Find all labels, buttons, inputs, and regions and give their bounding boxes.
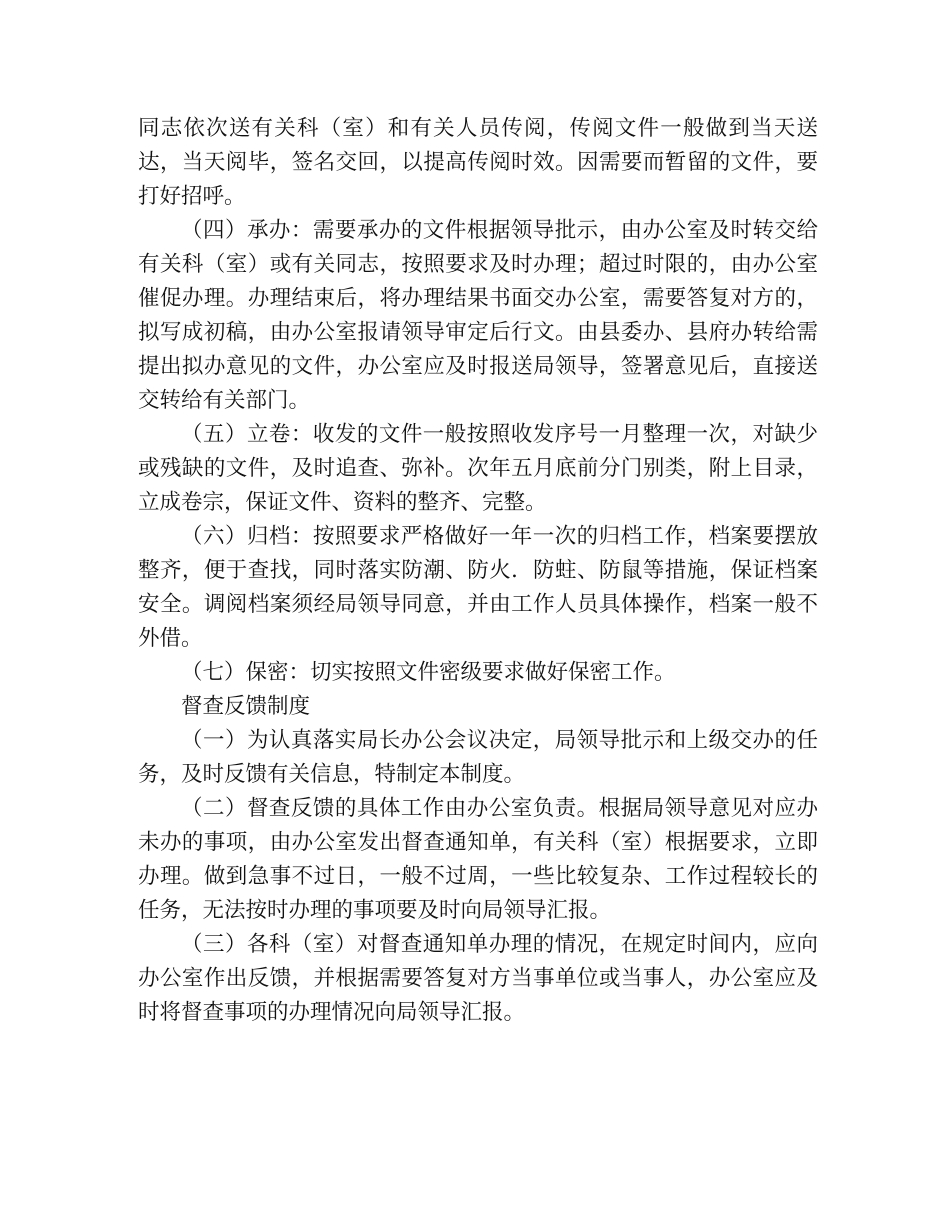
paragraph-supervision-work: （二）督查反馈的具体工作由办公室负责。根据局领导意见对应办未办的事项，由办公室发出督查通知单，有关科（室）根据要求，立即办理。做到急事不过日，一般不过周，一些比较复杂、工作过程较长的任务，无法按时办理的事项要及时向局领导汇报。 [138,796,818,923]
paragraph-file-compilation: （五）立卷：收发的文件一般按照收发序号一月整理一次，对缺少或残缺的文件，及时追查、弥补。次年五月底前分门别类，附上目录，立成卷宗，保证文件、资料的整齐、完整。 [138,422,818,515]
section-heading-supervision: 督查反馈制度 [181,694,311,719]
paragraph-continuation: 同志依次送有关科（室）和有关人员传阅，传阅文件一般做到当天送达，当天阅毕，签名交回，以提高传阅时效。因需要而暂留的文件，要打好招呼。 [138,116,818,209]
document-body [138,112,818,1030]
paragraph-supervision-feedback: （三）各科（室）对督查通知单办理的情况，在规定时间内，应向办公室作出反馈，并根据需要答复对方当事单位或当事人，办公室应及时将督查事项的办理情况向局领导汇报。 [138,932,818,1025]
paragraph-supervision-purpose: （一）为认真落实局长办公会议决定，局领导批示和上级交办的任务，及时反馈有关信息，特制定本制度。 [138,728,818,787]
paragraph-undertake: （四）承办：需要承办的文件根据领导批示，由办公室及时转交给有关科（室）或有关同志，按照要求及时办理；超过时限的，由办公室催促办理。办理结束后，将办理结果书面交办公室，需要答复对方的，拟写成初稿，由办公室报请领导审定后行文。由县委办、县府办转给需提出拟办意见的文件，办公室应及时报送局领导，签署意见后，直接送交转给有关部门。 [138,218,818,413]
paragraph-confidentiality: （七）保密：切实按照文件密级要求做好保密工作。 [181,660,676,685]
paragraph-archiving: （六）归档：按照要求严格做好一年一次的归档工作，档案要摆放整齐，便于查找，同时落实防潮、防火．防蛀、防鼠等措施，保证档案安全。调阅档案须经局领导同意，并由工作人员具体操作，档案一般不外借。 [138,524,818,651]
